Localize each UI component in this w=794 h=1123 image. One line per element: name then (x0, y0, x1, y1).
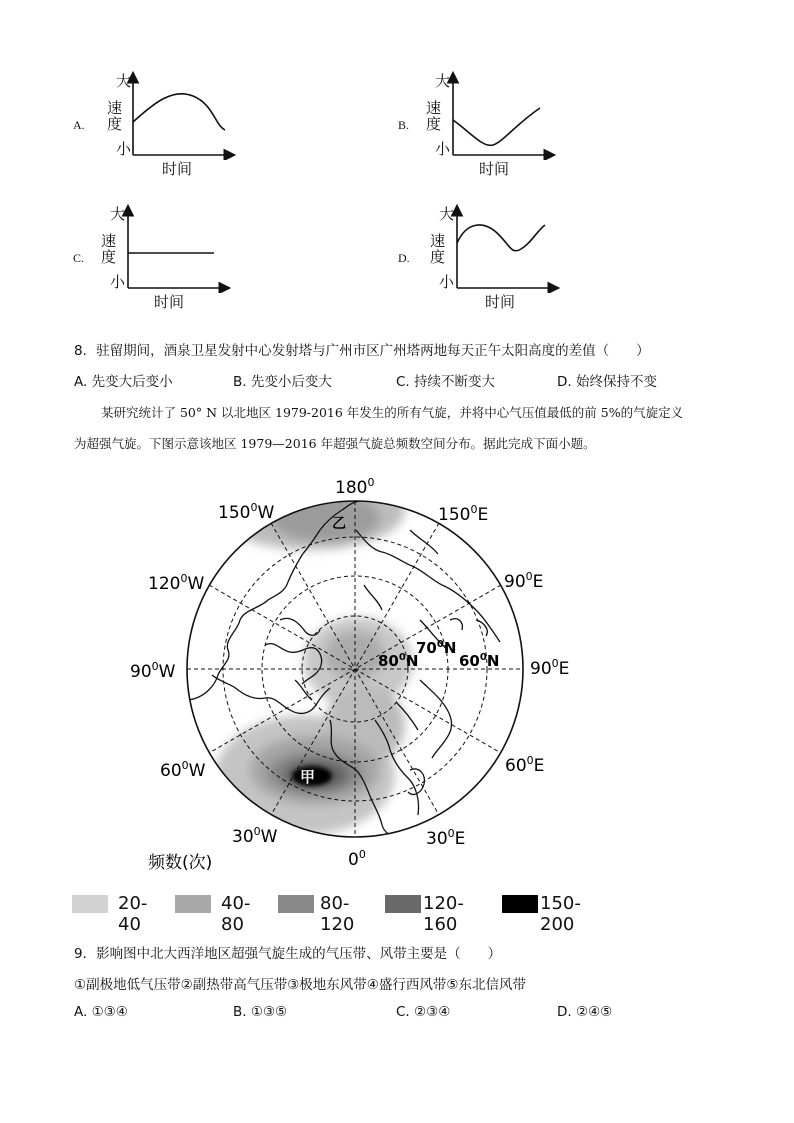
legend-swatch (278, 895, 314, 913)
y-axis-label: 速度 (105, 100, 123, 132)
y-max-label: 大 (116, 72, 132, 90)
y-max-label: 大 (439, 205, 455, 223)
q9-option-d[interactable]: D. ②④⑤ (557, 1004, 613, 1020)
polar-cyclone-map (120, 470, 640, 880)
place-yi: 乙 (332, 516, 346, 532)
legend-label: 80-120 (320, 893, 355, 935)
frequency-label: 频数(次) (148, 853, 213, 873)
y-axis-label: 速度 (99, 233, 117, 265)
legend-label: 150-200 (540, 893, 581, 935)
lon-label-150w: $150^0W$ (218, 501, 275, 523)
y-min-label: 小 (439, 273, 455, 291)
lat-label-70n: $70^0N$ (416, 639, 457, 657)
legend-swatch (502, 895, 538, 913)
lon-label-60e: $60^0E$ (505, 754, 545, 776)
q8-option-b[interactable]: B. 先变小后变大 (233, 374, 332, 390)
lon-label-150e: $150^0E$ (438, 503, 489, 525)
y-axis-label: 速度 (424, 100, 442, 132)
speed-curve (453, 108, 540, 145)
legend-label: 40-80 (221, 893, 251, 935)
graph-a (70, 70, 240, 180)
lon-label-0: $0^0$ (348, 848, 366, 870)
speed-curve-chart (449, 203, 564, 293)
speed-curve-chart (120, 203, 235, 293)
lon-label-90e-top: $90^0E$ (504, 570, 544, 592)
speed-curve (133, 94, 225, 130)
legend-swatch (72, 895, 108, 913)
y-axis-label: 速度 (428, 233, 446, 265)
x-axis-label: 时间 (479, 160, 510, 178)
place-jia: 甲 (300, 768, 316, 786)
graph-c (70, 203, 240, 313)
lon-label-90e: $90^0E$ (530, 657, 570, 679)
passage-line-2: 为超强气旋。下图示意该地区 1979—2016 年超强气旋总频数空间分布。据此完成下面小题。 (74, 436, 596, 451)
question-9-stem: 9．影响图中北大西洋地区超强气旋生成的气压带、风带主要是（ ） (74, 946, 502, 962)
lon-label-30w: $30^0W$ (232, 825, 278, 847)
x-axis-label: 时间 (162, 160, 193, 178)
lon-label-30e: $30^0E$ (426, 827, 466, 849)
legend-swatch (385, 895, 421, 913)
lat-label-60n: $60^0N$ (459, 652, 500, 670)
speed-curve (457, 225, 545, 251)
option-letter: C. (73, 251, 85, 265)
y-min-label: 小 (435, 140, 451, 158)
lon-label-90w: $90^0W$ (130, 660, 176, 682)
legend-label: 20-40 (118, 893, 148, 935)
graph-b (395, 70, 565, 180)
q9-option-b[interactable]: B. ①③⑤ (233, 1004, 288, 1020)
question-9-choices: ①副极地低气压带②副热带高气压带③极地东风带④盛行西风带⑤东北信风带 (74, 977, 527, 993)
x-axis-label: 时间 (154, 293, 185, 311)
x-axis-label: 时间 (485, 293, 516, 311)
option-letter: A. (73, 118, 85, 132)
lat-label-80n: $80^0N$ (378, 652, 419, 670)
passage-line-1: 某研究统计了 50° N 以北地区 1979-2016 年发生的所有气旋，并将中心气压值最低的前 5%的气旋定义 (101, 405, 684, 420)
lon-label-120w: $120^0W$ (148, 572, 205, 594)
option-letter: B. (398, 118, 410, 132)
question-8-stem: 8．驻留期间，酒泉卫星发射中心发射塔与广州市区广州塔两地每天正午太阳高度的差值（ ） (74, 343, 650, 359)
y-min-label: 小 (116, 140, 132, 158)
graph-d (395, 203, 565, 313)
y-max-label: 大 (435, 72, 451, 90)
option-letter: D. (398, 251, 410, 265)
lon-label-180: $180^0$ (335, 476, 375, 498)
y-min-label: 小 (110, 273, 126, 291)
q8-option-d[interactable]: D. 始终保持不变 (557, 374, 657, 390)
q9-option-a[interactable]: A. ①③④ (74, 1004, 128, 1020)
q8-option-a[interactable]: A. 先变大后变小 (74, 374, 173, 390)
legend-label: 120-160 (423, 893, 464, 935)
q8-option-c[interactable]: C. 持续不断变大 (396, 374, 496, 390)
q9-option-c[interactable]: C. ②③④ (396, 1004, 451, 1020)
legend-swatch (175, 895, 211, 913)
y-max-label: 大 (110, 205, 126, 223)
speed-curve-chart (125, 70, 240, 160)
lon-label-60w: $60^0W$ (160, 759, 206, 781)
legend (72, 893, 632, 935)
speed-curve-chart (445, 70, 560, 160)
